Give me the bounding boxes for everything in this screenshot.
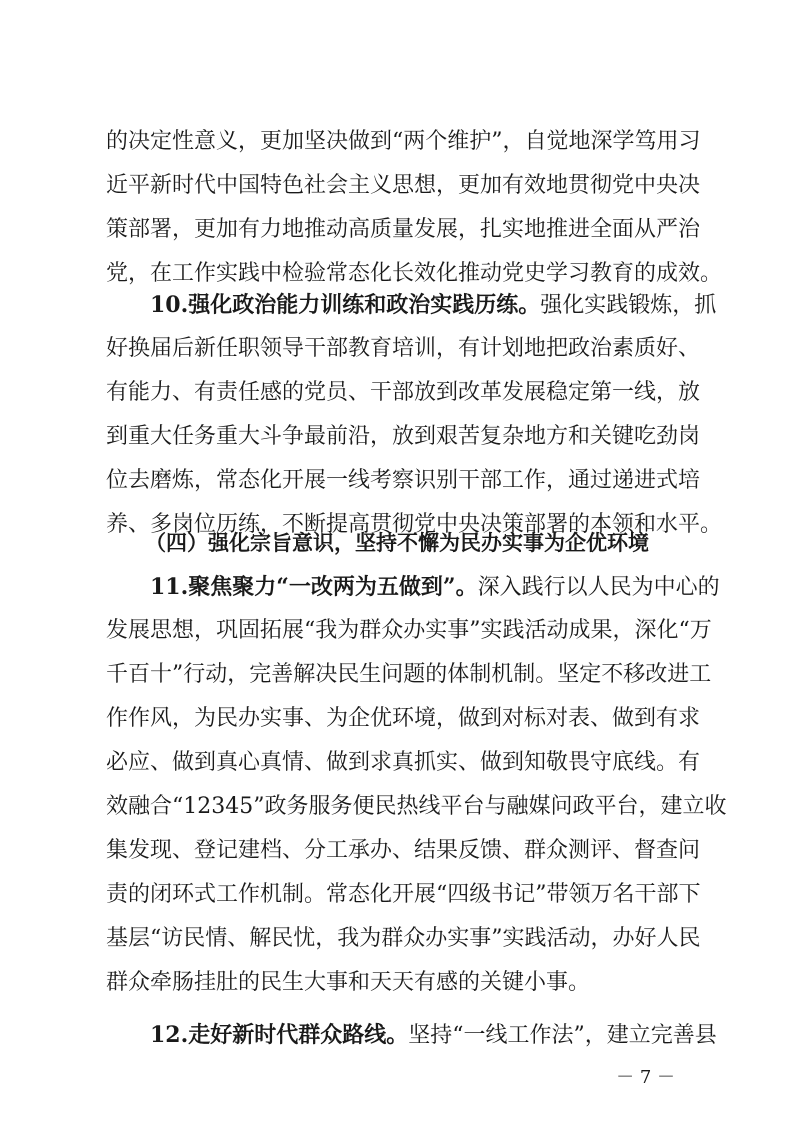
text-line: 近平新时代中国特色社会主义思想，更加有效地贯彻党中央决	[106, 173, 701, 198]
text-line: 党，在工作实践中检验常态化长效化推动党史学习教育的成效。	[106, 261, 723, 286]
text-span: 深入践行以人民为中心的	[477, 575, 720, 600]
text-line: 集发现、登记建档、分工承办、结果反馈、群众测评、督查问	[106, 838, 701, 863]
text-line: 千百十”行动，完善解决民生问题的体制机制。坚定不移改进工	[106, 662, 712, 687]
text-line: 养、多岗位历练，不断提高贯彻党中央决策部署的本领和水平。	[106, 512, 723, 537]
text-line: 有能力、有责任感的党员、干部放到改革发展稳定第一线，放	[106, 380, 701, 405]
text-line: 效融合“12345”政务服务便民热线平台与融媒问政平台，建立收	[106, 794, 727, 819]
text-line: 好换届后新任职领导干部教育培训，有计划地把政治素质好、	[106, 336, 701, 361]
paragraph-first-line	[150, 285, 717, 325]
text-span: 坚持“一线工作法”，建立完善县	[408, 1023, 717, 1048]
text-span: 强化实践锻炼，抓	[540, 293, 717, 318]
item-title: 12.走好新时代群众路线。	[150, 1022, 409, 1048]
section-heading: （四）强化宗旨意识，坚持不懈为民办实事为企优环境	[145, 530, 649, 555]
text-line: 群众牵肠挂肚的民生大事和天天有感的关键小事。	[106, 970, 591, 995]
paragraph-first-line	[150, 1015, 717, 1055]
text-line: 责的闭环式工作机制。常态化开展“四级书记”带领万名干部下	[106, 882, 701, 907]
page-number: － 7 －	[616, 1067, 675, 1088]
text-line: 发展思想，巩固拓展“我为群众办实事”实践活动成果，深化“万	[106, 618, 712, 643]
text-line: 到重大任务重大斗争最前沿，放到艰苦复杂地方和关键吃劲岗	[106, 424, 701, 449]
item-title: 11.聚焦聚力“一改两为五做到”。	[150, 574, 478, 600]
text-line: 策部署，更加有力地推动高质量发展，扎实地推进全面从严治	[106, 217, 701, 242]
text-line: 必应、做到真心真情、做到求真抓实、做到知敬畏守底线。有	[106, 750, 701, 775]
item-title: 10.强化政治能力训练和政治实践历练。	[150, 292, 541, 318]
text-line: 基层“访民情、解民忧，我为群众办实事”实践活动，办好人民	[106, 926, 701, 951]
text-line: 位去磨炼，常态化开展一线考察识别干部工作，通过递进式培	[106, 468, 701, 493]
text-line: 作作风，为民办实事、为企优环境，做到对标对表、做到有求	[106, 706, 701, 731]
paragraph-first-line	[150, 567, 720, 607]
text-line: 的决定性意义，更加坚决做到“两个维护”，自觉地深学笃用习	[106, 129, 701, 154]
